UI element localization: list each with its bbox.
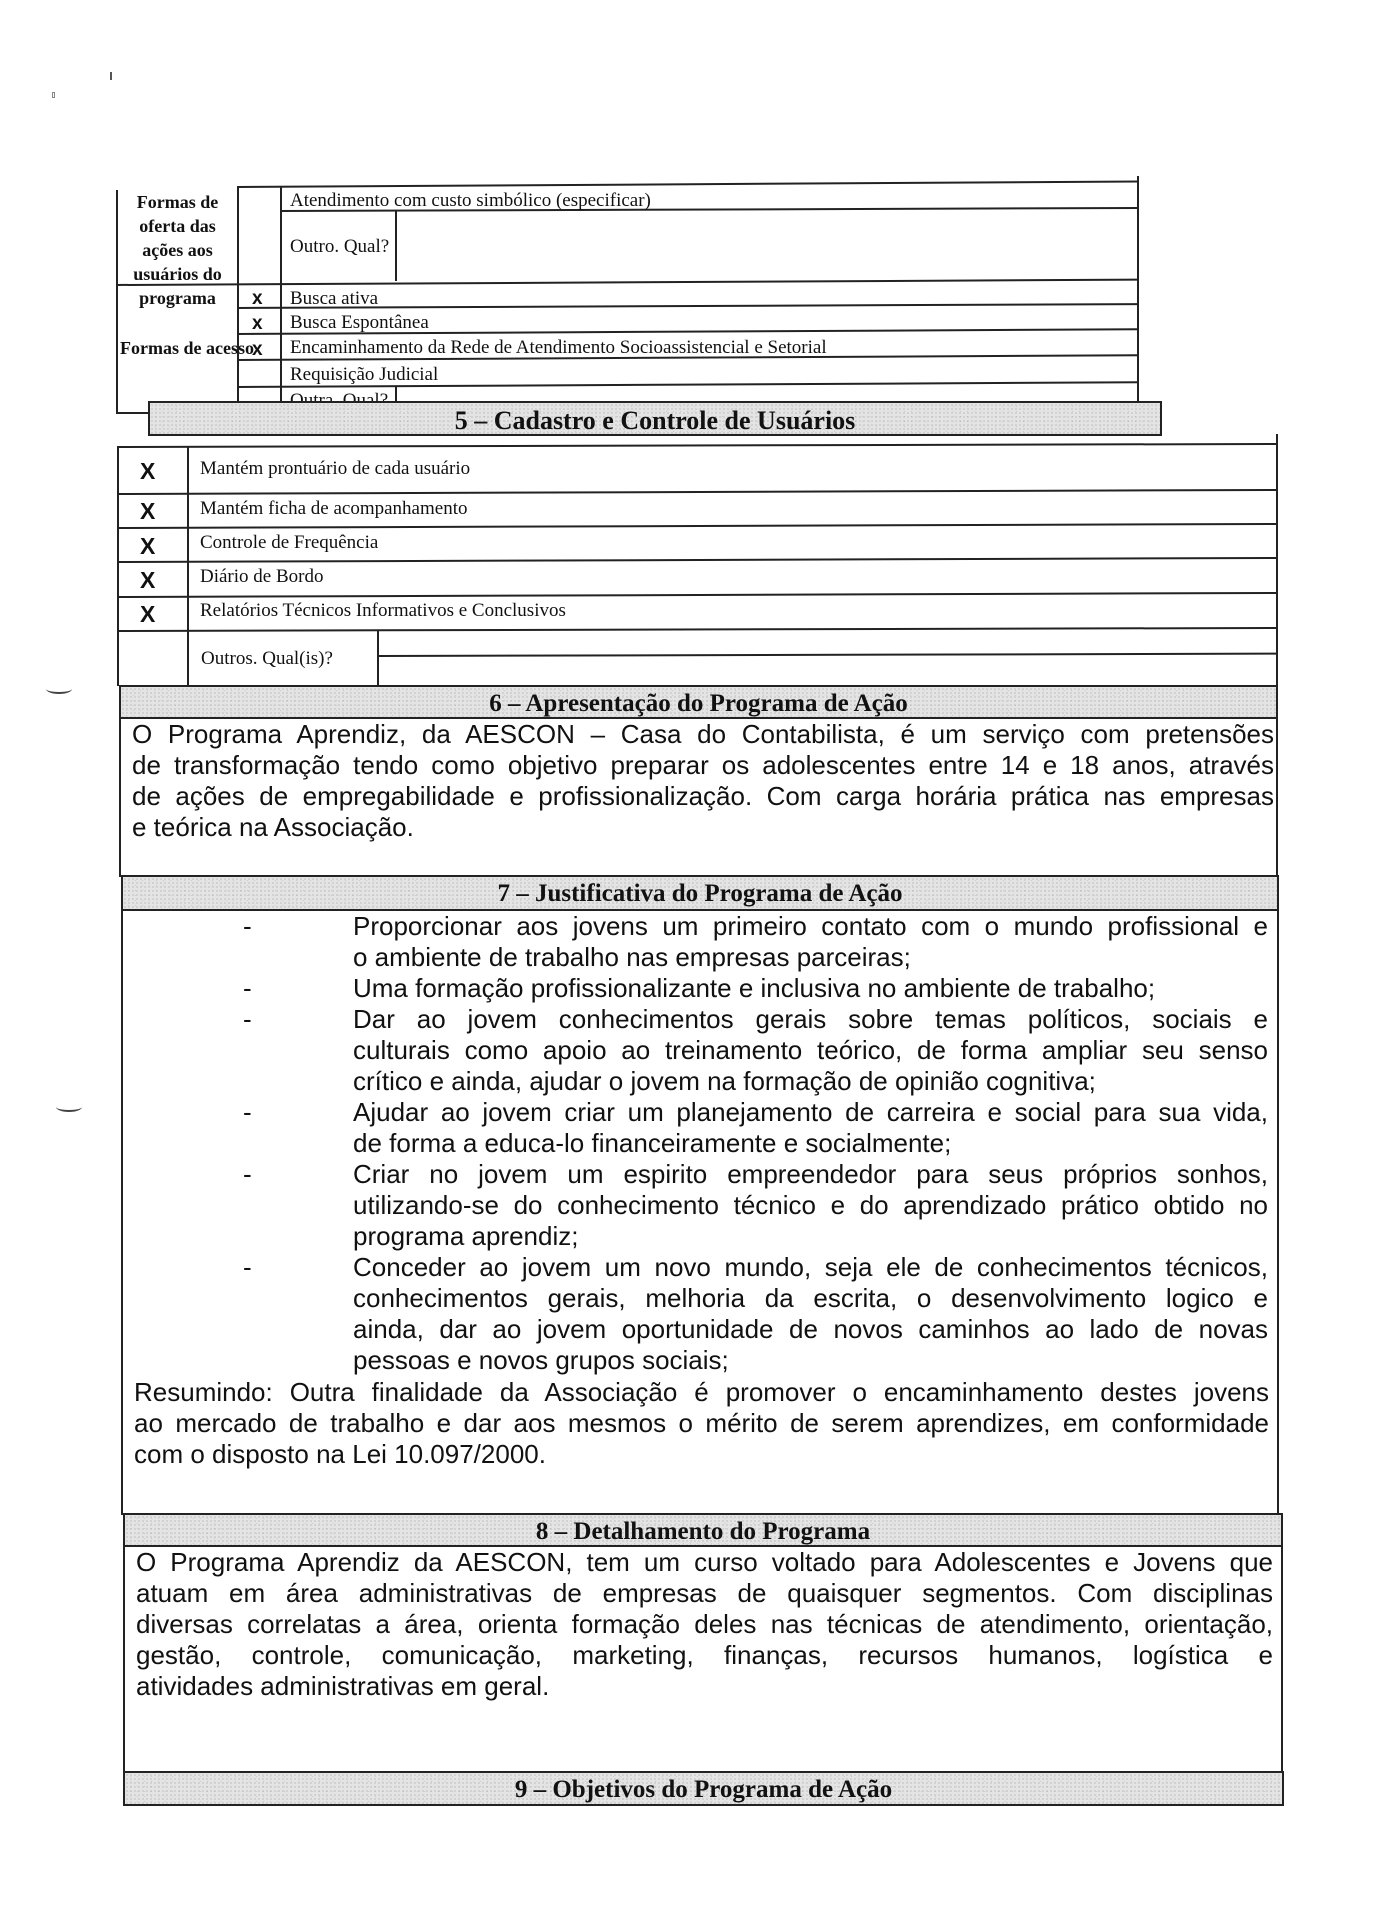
option-encaminhamento-rede: Encaminhamento da Rede de Atendimento Socioassistencial e Setorial xyxy=(290,337,827,358)
section7-body xyxy=(121,909,1279,1515)
section6-header xyxy=(119,685,1278,719)
justificativa-item: - Criar no jovem um espirito empreendedor para seus próprios sonhos, utilizando-se do conhecimento técnico e do aprendizado prático obtido no programa aprendiz; xyxy=(243,1159,1268,1251)
option-busca-ativa: Busca ativa xyxy=(290,288,379,309)
scan-mark xyxy=(56,1102,82,1112)
section6-line: e teórica na Associação. xyxy=(132,812,414,842)
option-outro-qual: Outro. Qual? xyxy=(290,236,390,257)
section7-header xyxy=(121,875,1279,911)
checkbox-mark[interactable]: x xyxy=(252,313,263,334)
section9-title: 9 – Objetivos do Programa de Ação xyxy=(514,1776,893,1803)
section8-body xyxy=(123,1545,1283,1773)
section8-title: 8 – Detalhamento do Programa xyxy=(535,1518,871,1545)
bullet-dash: - xyxy=(243,911,252,941)
justificativa-list xyxy=(243,911,1268,1376)
option-requisicao-judicial: Requisição Judicial xyxy=(290,364,439,385)
section6-line: de transformação tendo como objetivo preparar os adolescentes entre 14 e 18 anos, através xyxy=(132,750,1274,780)
option-ficha-acompanhamento: Mantém ficha de acompanhamento xyxy=(200,498,468,519)
formas-acesso-label: Formas de acesso xyxy=(120,338,254,358)
option-outros-quais: Outros. Qual(is)? xyxy=(201,648,333,669)
section9-header xyxy=(123,1771,1284,1806)
checkbox-mark[interactable]: x xyxy=(252,288,263,309)
option-diario-bordo: Diário de Bordo xyxy=(200,566,324,587)
section7-title: 7 – Justificativa do Programa de Ação xyxy=(497,880,903,907)
bullet-dash: - xyxy=(243,1004,252,1034)
justificativa-summary: Resumindo: Outra finalidade da Associação é promover o encaminhamento destes jovens ao mercado de trabalho e dar aos mesmos o mérito de serem aprendizes, em conformidade com o disposto na Lei 10.097/2000. xyxy=(134,1377,1269,1469)
bullet-dash: - xyxy=(243,1159,252,1189)
justificativa-item: - Conceder ao jovem um novo mundo, seja ele de conhecimentos técnicos, conhecimentos gerais, melhoria da escrita, o desenvolvimento logico e ainda, dar ao jovem oportunidade de novos caminhos ao lado de novas pessoas e novos grupos sociais; xyxy=(243,1252,1268,1375)
bullet-dash: - xyxy=(243,973,252,1003)
section6-title: 6 – Apresentação do Programa de Ação xyxy=(489,690,908,717)
checkbox-mark[interactable]: X xyxy=(140,601,156,627)
section6-line: O Programa Aprendiz, da AESCON – Casa do Contabilista, é um serviço com pretensões xyxy=(132,719,1274,749)
option-relatorios-tecnicos: Relatórios Técnicos Informativos e Conclusivos xyxy=(200,600,566,621)
section6-text xyxy=(132,719,1274,843)
justificativa-item: - Ajudar ao jovem criar um planejamento de carreira e social para sua vida, de forma a educa-lo financeiramente e socialmente; xyxy=(243,1097,1268,1158)
section5-table xyxy=(0,0,1385,720)
justificativa-item: - Proporcionar aos jovens um primeiro contato com o mundo profissional e o ambiente de trabalho nas empresas parceiras; xyxy=(243,911,1268,972)
checkbox-mark[interactable]: X xyxy=(140,533,156,559)
option-prontuario: Mantém prontuário de cada usuário xyxy=(200,458,471,479)
formas-oferta-label: Formas de oferta das ações aos usuários do programa xyxy=(133,192,222,308)
section6-line: de ações de empregabilidade e profissionalização. Com carga horária prática nas empresas xyxy=(132,781,1274,811)
checkbox-mark[interactable]: x xyxy=(252,339,263,360)
outros-quais-answer-field[interactable] xyxy=(390,660,1270,682)
section5-title: 5 – Cadastro e Controle de Usuários xyxy=(454,406,856,435)
justificativa-item: - Uma formação profissionalizante e inclusiva no ambiente de trabalho; xyxy=(243,973,1156,1003)
bullet-dash: - xyxy=(243,1097,252,1127)
section8-text: O Programa Aprendiz da AESCON, tem um curso voltado para Adolescentes e Jovens que atuam em área administrativas de empresas de quaisquer segmentos. Com disciplinas diversas correlatas a área, orienta formação deles nas técnicas de atendimento, orientação, gestão, controle, comunicação, marketing, finanças, recursos humanos, logística e atividades administrativas em geral. xyxy=(136,1547,1273,1701)
justificativa-item: - Dar ao jovem conhecimentos gerais sobre temas políticos, sociais e culturais como apoio ao treinamento teórico, de forma ampliar seu senso crítico e ainda, ajudar o jovem na formação de opinião cognitiva; xyxy=(243,1004,1268,1096)
section8-header xyxy=(123,1513,1283,1547)
bullet-dash: - xyxy=(243,1252,252,1282)
checkbox-mark[interactable]: X xyxy=(140,567,156,593)
section6-body xyxy=(119,717,1278,877)
option-controle-frequencia: Controle de Frequência xyxy=(200,532,379,553)
option-atendimento-custo-simbolico: Atendimento com custo simbólico (especificar) xyxy=(290,190,651,211)
checkbox-mark[interactable]: X xyxy=(140,458,156,484)
option-busca-espontanea: Busca Espontânea xyxy=(290,312,429,333)
checkbox-mark[interactable]: X xyxy=(140,498,156,524)
